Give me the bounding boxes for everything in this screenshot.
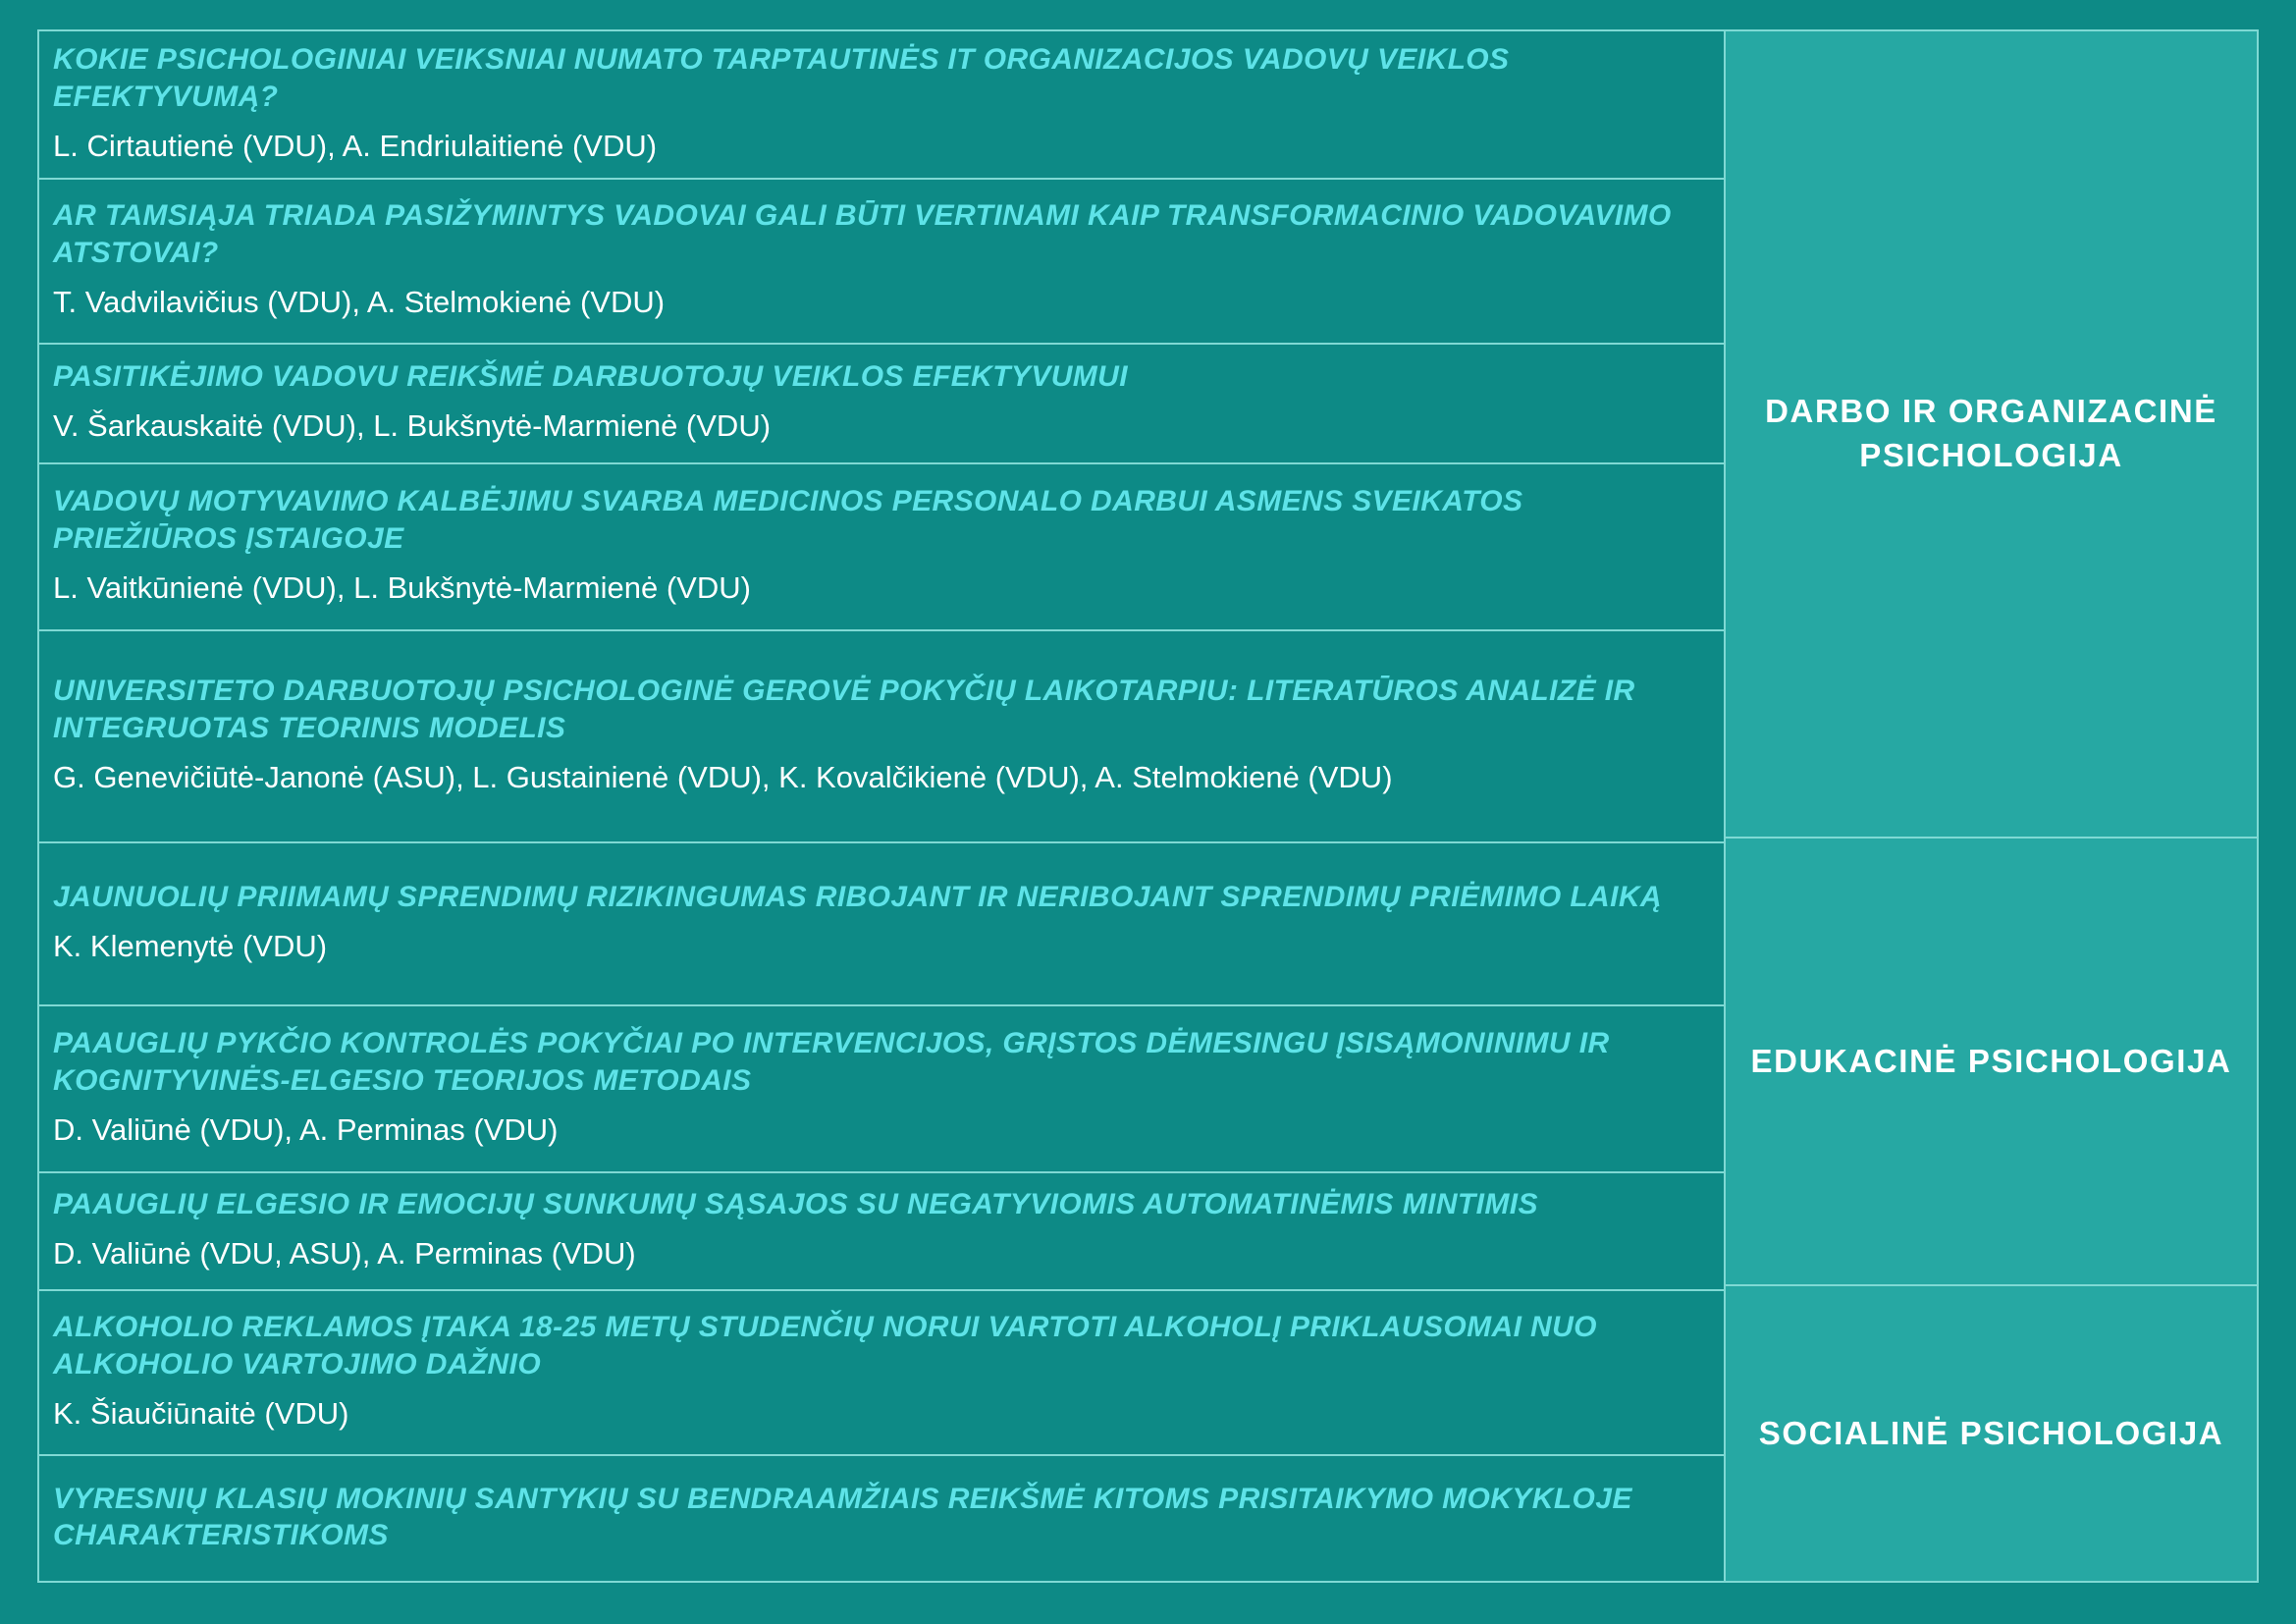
presentation-title: JAUNUOLIŲ PRIIMAMŲ SPRENDIMŲ RIZIKINGUMAS RIBOJANT IR NERIBOJANT SPRENDIMŲ PRIĖMIMO LAIKĄ — [53, 881, 1662, 914]
presentation-authors: L. Cirtautienė (VDU), A. Endriulaitienė (VDU) — [53, 128, 658, 163]
presentations-column — [37, 31, 1726, 1581]
table-row — [39, 31, 1724, 180]
program-table — [37, 29, 2259, 1583]
presentation-title: PAAUGLIŲ ELGESIO IR EMOCIJŲ SUNKUMŲ SĄSAJOS SU NEGATYVIOMIS AUTOMATINĖMIS MINTIMIS — [53, 1188, 1538, 1221]
table-row — [39, 1291, 1724, 1456]
presentation-authors: V. Šarkauskaitė (VDU), L. Bukšnytė-Marmienė (VDU) — [53, 408, 772, 444]
table-row — [39, 631, 1724, 843]
presentation-authors: K. Šiaučiūnaitė (VDU) — [53, 1396, 349, 1432]
table-row — [39, 1006, 1724, 1173]
presentation-title: PASITIKĖJIMO VADOVU REIKŠMĖ DARBUOTOJŲ VEIKLOS EFEKTYVUMUI — [53, 360, 1128, 394]
table-row — [39, 464, 1724, 631]
presentation-title: PAAUGLIŲ PYKČIO KONTROLĖS POKYČIAI PO INTERVENCIJOS, GRĮSTOS DĖMESINGU ĮSISĄMONINIMU IR KOGNITYVINĖS-ELGESIO TEORIJOS METODAIS — [53, 1027, 1610, 1098]
table-row — [39, 180, 1724, 345]
table-row — [39, 345, 1724, 464]
category-cell: EDUKACINĖ PSICHOLOGIJA — [1726, 839, 2257, 1286]
presentation-title: KOKIE PSICHOLOGINIAI VEIKSNIAI NUMATO TARPTAUTINĖS IT ORGANIZACIJOS VADOVŲ VEIKLOS EFEKTYVUMĄ? — [53, 43, 1510, 113]
table-row — [39, 1456, 1724, 1581]
table-row — [39, 843, 1724, 1006]
presentation-authors: G. Genevičiūtė-Janonė (ASU), L. Gustainienė (VDU), K. Kovalčikienė (VDU), A. Stelmokienė (VDU) — [53, 760, 1393, 795]
category-cell: SOCIALINĖ PSICHOLOGIJA — [1758, 1414, 2224, 1451]
presentation-authors: L. Vaitkūnienė (VDU), L. Bukšnytė-Marmienė (VDU) — [53, 570, 751, 606]
presentation-title: VYRESNIŲ KLASIŲ MOKINIŲ SANTYKIŲ SU BENDRAAMŽIAIS REIKŠMĖ KITOMS PRISITAIKYMO MOKYKLOJE CHARAKTERISTIKOMS — [53, 1482, 1632, 1552]
presentation-authors: D. Valiūnė (VDU, ASU), A. Perminas (VDU) — [53, 1236, 636, 1272]
presentation-authors: T. Vadvilavičius (VDU), A. Stelmokienė (VDU) — [53, 285, 666, 320]
presentation-title: ALKOHOLIO REKLAMOS ĮTAKA 18-25 METŲ STUDENČIŲ NORUI VARTOTI ALKOHOLĮ PRIKLAUSOMAI NUO ALKOHOLIO VARTOJIMO DAŽNIO — [53, 1311, 1597, 1381]
presentation-authors: D. Valiūnė (VDU), A. Perminas (VDU) — [53, 1112, 559, 1148]
table-row — [39, 1173, 1724, 1291]
presentation-title: VADOVŲ MOTYVAVIMO KALBĖJIMU SVARBA MEDICINOS PERSONALO DARBUI ASMENS SVEIKATOS PRIEŽIŪROS ĮSTAIGOJE — [53, 485, 1523, 556]
presentation-authors: K. Klemenytė (VDU) — [53, 929, 328, 964]
presentation-title: UNIVERSITETO DARBUOTOJŲ PSICHOLOGINĖ GEROVĖ POKYČIŲ LAIKOTARPIU: LITERATŪROS ANALIZĖ IR INTEGRUOTAS TEORINIS MODELIS — [53, 675, 1635, 745]
categories-column — [1726, 31, 2259, 1581]
category-cell: DARBO IR ORGANIZACINĖ PSICHOLOGIJA — [1726, 31, 2257, 839]
presentation-title: AR TAMSIĄJA TRIADA PASIŽYMINTYS VADOVAI GALI BŪTI VERTINAMI KAIP TRANSFORMACINIO VADOVAVIMO ATSTOVAI? — [53, 199, 1672, 270]
